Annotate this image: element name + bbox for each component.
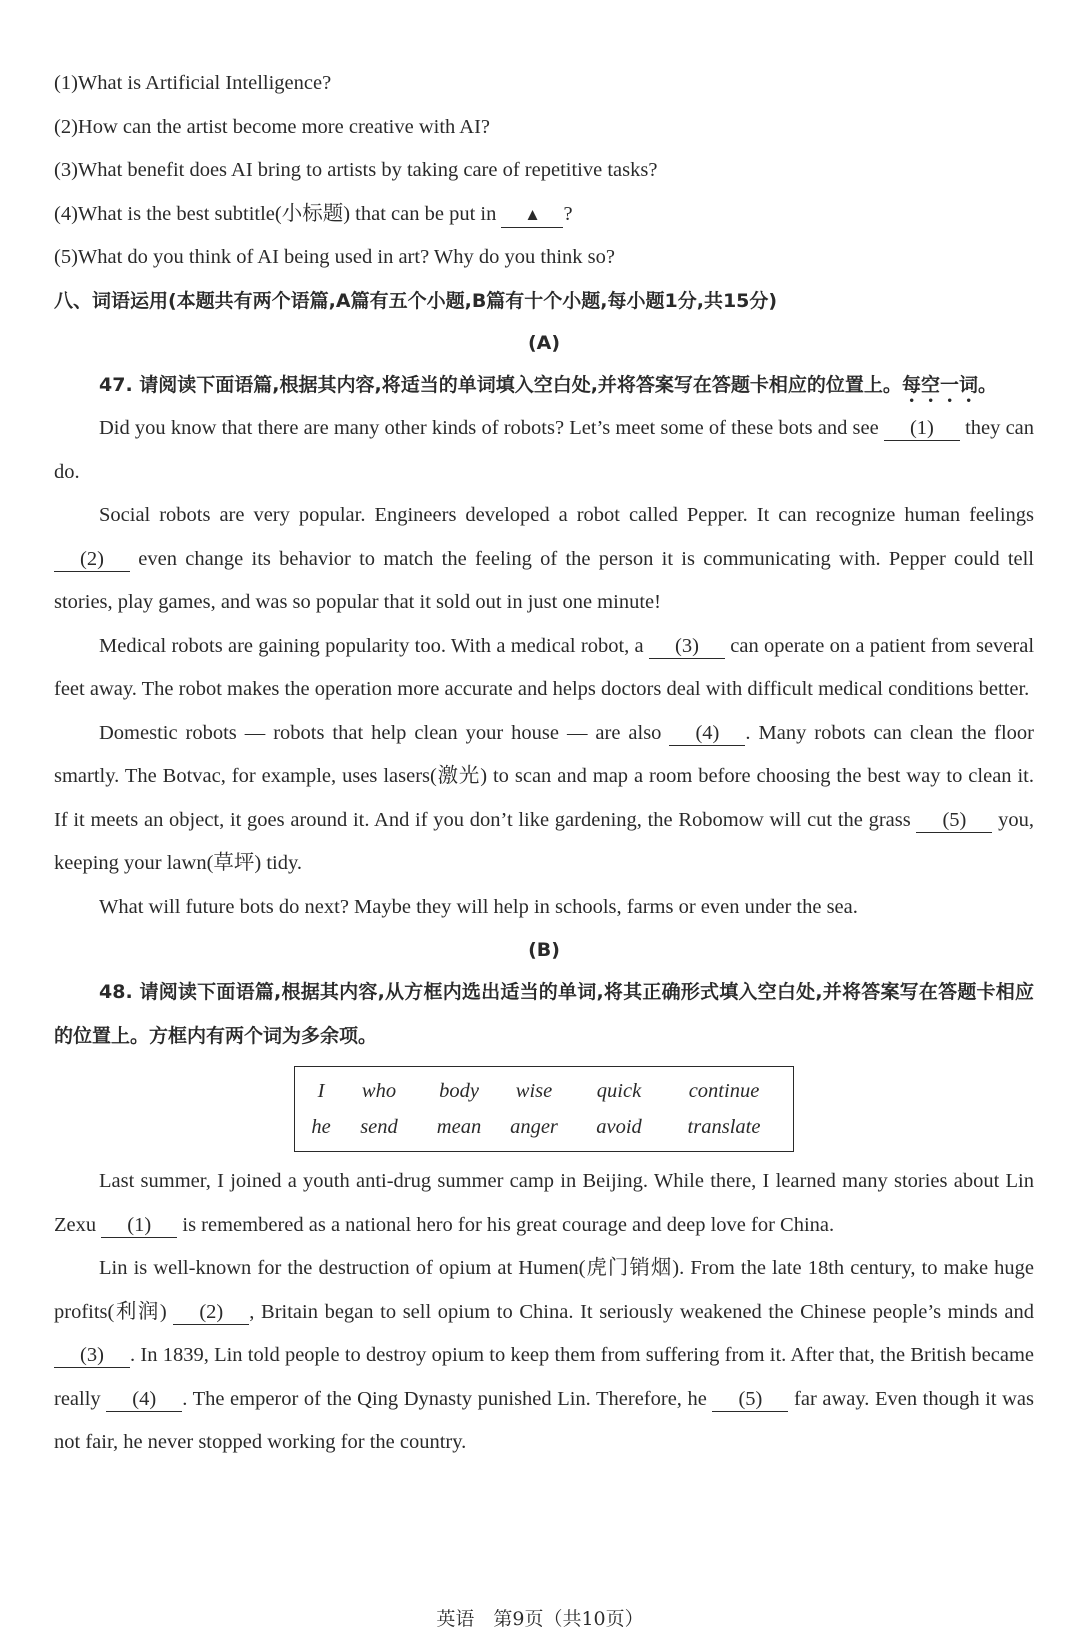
part-a-instruction-text: 47. 请阅读下面语篇,根据其内容,将适当的单词填入空白处,并将答案写在答题卡相应的位置上。 (99, 373, 902, 396)
text: is remembered as a national hero for his great courage and deep love for China. (182, 1213, 835, 1236)
blank-b1: (1) (101, 1213, 177, 1238)
word: continue (688, 1080, 760, 1102)
word: avoid (596, 1116, 642, 1138)
word-row-1 (303, 1073, 779, 1109)
text: . In 1839, Lin told people to destroy opium to keep them from suffering from it. After that, the British became really (54, 1344, 1034, 1410)
text: far away. Even though it was not fair, he never stopped working for the country. (54, 1387, 1035, 1453)
part-b-instruction: 48. 请阅读下面语篇,根据其内容,从方框内选出适当的单词,将其正确形式填入空白处,并将答案写在答题卡相应的位置上。方框内有两个词为多余项。 (54, 981, 1034, 1047)
word-box-table (303, 1073, 779, 1145)
part-a-instruction-end: 。 (977, 373, 997, 396)
question-4 (54, 193, 1034, 237)
word: mean (436, 1116, 482, 1138)
question-2: (2)How can the artist become more creative with AI? (54, 115, 491, 138)
blank-b5: (5) (712, 1387, 788, 1412)
part-a-paragraph-2 (54, 494, 1034, 625)
blank-a2: (2) (54, 547, 130, 572)
question-1: (1)What is Artificial Intelligence? (54, 72, 332, 94)
text: Medical robots are gaining popularity too. With a medical robot, a (99, 634, 644, 657)
text: Last summer, I joined a youth anti-drug summer camp in Beijing. While there, I learned many stories about Lin Zexu (54, 1170, 1034, 1236)
blank-b2: (2) (173, 1300, 249, 1325)
triangle-icon: ▲ (524, 204, 541, 224)
text: you, keeping your lawn(草坪) tidy. (54, 808, 1035, 874)
text: . Many robots can clean the floor smartly. The Botvac, for example, uses lasers(激光) to scan and map a room before choosing the best way to clean it. If it meets an object, it goes around it. And if you don’t like gardening, the Robomow will cut the grass (54, 721, 1034, 831)
question-4-text: (4)What is the best subtitle(小标题) that can be put in (54, 202, 497, 225)
blank-a1: (1) (884, 416, 960, 441)
word: who (361, 1080, 397, 1102)
word: wise (515, 1080, 553, 1102)
text: , Britain began to sell opium to China. It seriously weakened the Chinese people’s minds and (249, 1300, 1035, 1323)
section-8-title: 八、词语运用(本题共有两个语篇,A篇有五个小题,B篇有十个小题,每小题1分,共15分) (54, 289, 778, 312)
part-b-paragraph-1 (54, 1160, 1034, 1247)
word-box (294, 1066, 794, 1152)
text: Domestic robots — robots that help clean your house — are also (99, 721, 662, 744)
word-row-2 (303, 1109, 779, 1145)
text: even change its behavior to match the feeling of the person it is communicating with. Pepper could tell stories, play games, and was so popular that it sold out in just one minute! (54, 547, 1035, 613)
blank-a3: (3) (649, 634, 725, 659)
blank-b3: (3) (54, 1343, 130, 1368)
word: quick (596, 1080, 642, 1102)
part-a-instruction-emphasis: 每空一词 (901, 373, 978, 396)
triangle-blank (501, 202, 563, 228)
blank-a4: (4) (669, 721, 745, 746)
part-a-instruction (54, 364, 1034, 408)
question-5: (5)What do you think of AI being used in art? Why do you think so? (54, 246, 615, 268)
word: translate (687, 1116, 761, 1138)
text: Social robots are very popular. Engineers developed a robot called Pepper. It can recognize human feelings (99, 504, 1034, 526)
word: he (311, 1116, 331, 1138)
text: . The emperor of the Qing Dynasty punished Lin. Therefore, he (182, 1387, 707, 1410)
word: I (317, 1080, 325, 1102)
part-b-paragraph-2 (54, 1247, 1034, 1465)
part-a-paragraph-5: What will future bots do next? Maybe they will help in schools, farms or even under the sea. (99, 895, 858, 918)
page-footer: 英语 第9页（共10页） (436, 1608, 644, 1630)
text: Lin is well-known for the destruction of opium at Humen(虎门销烟). From the late 18th century, to make huge profits(利润) (54, 1257, 1034, 1323)
word: send (360, 1116, 398, 1138)
blank-b4: (4) (106, 1387, 182, 1412)
question-3: (3)What benefit does AI bring to artists by taking care of repetitive tasks? (54, 159, 658, 181)
part-a-paragraph-1 (54, 407, 1034, 494)
part-a-paragraph-4 (54, 712, 1034, 886)
text: Did you know that there are many other kinds of robots? Let’s meet some of these bots and see (99, 417, 879, 439)
part-b-label: (B) (528, 939, 560, 961)
text: can operate on a patient from several feet away. The robot makes the operation more accurate and helps doctors deal with difficult medical conditions better. (54, 634, 1035, 700)
word: anger (510, 1116, 558, 1138)
text: they can do. (54, 417, 1035, 483)
page-content (54, 62, 1034, 1465)
blank-a5: (5) (916, 808, 992, 833)
part-a-label: (A) (527, 331, 561, 354)
word: body (439, 1080, 479, 1102)
part-a-paragraph-3 (54, 625, 1034, 712)
question-4-end: ? (563, 202, 573, 225)
